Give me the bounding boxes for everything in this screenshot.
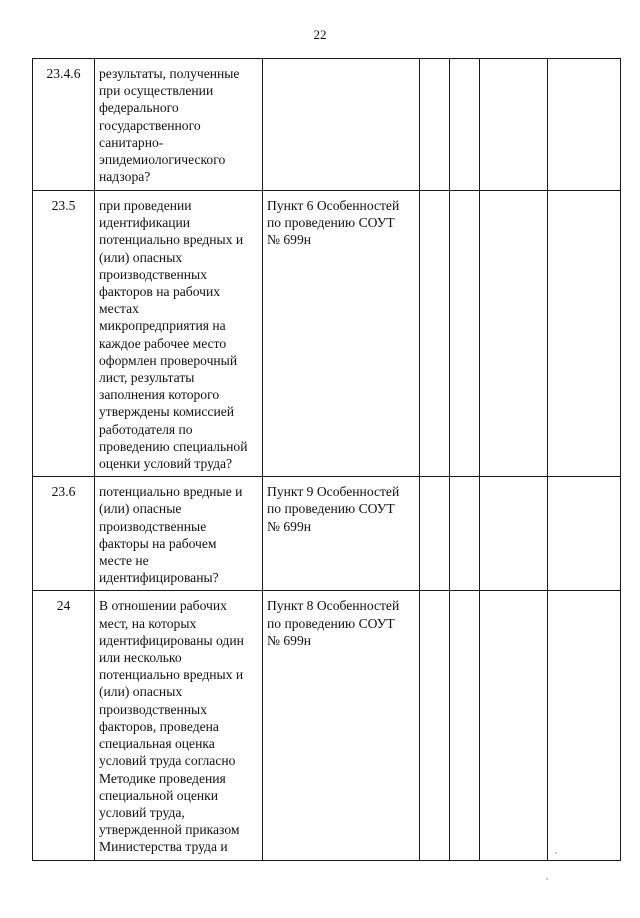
table-row <box>33 59 621 191</box>
question-line: результаты, полученные <box>99 66 240 81</box>
question-line: Министерства труда и <box>99 839 228 855</box>
question-line: мест, на которых <box>99 615 197 631</box>
answer-cell-no <box>450 191 480 477</box>
answer-cell-na <box>480 591 548 860</box>
question-line: производственных <box>99 701 207 717</box>
reference-line: Пункт 8 Особенностей <box>267 598 400 614</box>
question-line: идентифицированы? <box>99 570 219 586</box>
question-line: идентифицированы один <box>99 632 244 648</box>
answer-cell-yes <box>420 477 450 591</box>
note-cell <box>548 591 621 860</box>
reference-cell <box>263 59 420 191</box>
question-line: при проведении <box>99 198 192 213</box>
question-line: санитарно- <box>99 134 164 150</box>
answer-cell-no <box>450 477 480 591</box>
answer-cell-no <box>450 591 480 860</box>
answer-cell-yes <box>420 59 450 191</box>
question-line: проведению специальной <box>99 438 248 454</box>
answer-cell-no <box>450 59 480 191</box>
question-line: федерального <box>99 100 179 116</box>
question-line: В отношении рабочих <box>99 598 227 614</box>
reference-line: по проведению СОУТ <box>267 615 395 631</box>
scan-speck <box>546 878 548 880</box>
note-cell <box>548 477 621 591</box>
note-cell <box>548 191 621 477</box>
reference-line: Пункт 6 Особенностей <box>267 198 400 213</box>
answer-cell-na <box>480 477 548 591</box>
question-line: факторов на рабочих <box>99 284 221 300</box>
question-line: специальной оценки <box>99 787 219 803</box>
question-line: специальная оценка <box>99 736 215 752</box>
question-line: при осуществлении <box>99 83 214 99</box>
question-cell <box>95 59 263 191</box>
question-line: эпидемиологического <box>99 152 226 168</box>
question-line: местах <box>99 301 139 317</box>
question-line: условий труда, <box>99 804 185 820</box>
question-cell <box>95 191 263 477</box>
reference-line: № 699н <box>267 232 312 248</box>
question-line: идентификации <box>99 215 191 231</box>
question-cell <box>95 477 263 591</box>
question-line: надзора? <box>99 169 151 185</box>
table-row <box>33 477 621 591</box>
question-line: утвержденной приказом <box>99 822 240 838</box>
question-cell <box>95 591 263 860</box>
reference-line: № 699н <box>267 632 312 648</box>
scan-speck <box>555 852 557 854</box>
question-line: потенциально вредные и <box>99 484 243 500</box>
question-line: оформлен проверочный <box>99 352 238 368</box>
answer-cell-na <box>480 59 548 191</box>
question-line: производственные <box>99 518 207 534</box>
question-line: производственных <box>99 266 207 282</box>
question-line: заполнения которого <box>99 387 220 403</box>
table-row <box>33 191 621 477</box>
reference-line: по проведению СОУТ <box>267 501 395 517</box>
question-line: или несколько <box>99 650 182 666</box>
note-cell <box>548 59 621 191</box>
reference-cell <box>263 591 420 860</box>
question-line: (или) опасных <box>99 684 183 700</box>
question-line: утверждены комиссией <box>99 404 235 420</box>
item-number: 23.5 <box>33 191 95 477</box>
question-line: микропредприятия на <box>99 318 226 334</box>
reference-line: № 699н <box>267 518 312 534</box>
reference-cell <box>263 191 420 477</box>
question-line: (или) опасных <box>99 249 183 265</box>
question-line: Методике проведения <box>99 770 226 786</box>
question-line: потенциально вредных и <box>99 667 244 683</box>
question-line: условий труда согласно <box>99 753 236 769</box>
question-line: месте не <box>99 553 149 569</box>
question-line: (или) опасные <box>99 501 182 517</box>
question-line: работодателя по <box>99 421 193 437</box>
item-number: 24 <box>33 591 95 860</box>
question-line: каждое рабочее место <box>99 335 227 351</box>
question-line: государственного <box>99 117 201 133</box>
page-number: 22 <box>313 27 327 42</box>
item-number: 23.6 <box>33 477 95 591</box>
reference-line: по проведению СОУТ <box>267 215 395 231</box>
answer-cell-yes <box>420 591 450 860</box>
reference-cell <box>263 477 420 591</box>
answer-cell-yes <box>420 191 450 477</box>
question-line: оценки условий труда? <box>99 456 233 472</box>
answer-cell-na <box>480 191 548 477</box>
question-line: лист, результаты <box>99 370 195 386</box>
table-row <box>33 591 621 860</box>
question-line: факторы на рабочем <box>99 535 217 551</box>
checklist-table <box>32 58 621 861</box>
reference-line: Пункт 9 Особенностей <box>267 484 400 500</box>
question-line: потенциально вредных и <box>99 232 244 248</box>
question-line: факторов, проведена <box>99 718 219 734</box>
item-number: 23.4.6 <box>33 59 95 191</box>
